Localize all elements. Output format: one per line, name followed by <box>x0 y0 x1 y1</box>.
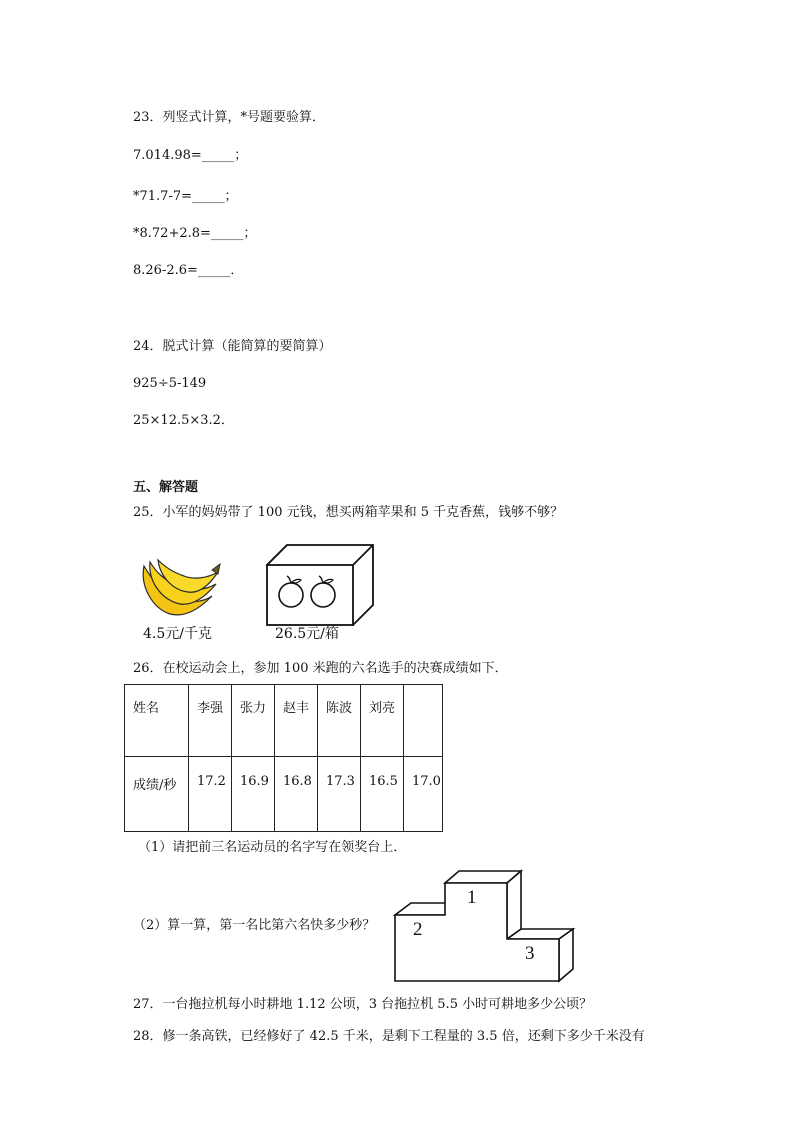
apple-box-icon <box>265 543 375 627</box>
table-cell: 16.5 <box>361 757 404 832</box>
table-cell: 陈波 <box>318 685 361 757</box>
table-cell <box>404 685 443 757</box>
q28-text: 28．修一条高铁，已经修好了 42.5 千米，是剩下工程量的 3.5 倍，还剩下多少千米没有 <box>133 1029 645 1044</box>
q23-title: 23．列竖式计算，*号题要验算． <box>133 110 326 125</box>
q24-item-2: 25×12.5×3.2． <box>133 413 234 428</box>
podium-icon <box>393 869 579 983</box>
table-cell: 张力 <box>232 685 275 757</box>
q23-item-3: *8.72+2.8=_____； <box>133 226 257 241</box>
table-cell: 16.8 <box>275 757 318 832</box>
table-cell: 刘亮 <box>361 685 404 757</box>
banana-icon <box>138 556 222 618</box>
q23-item-4: 8.26-2.6=_____． <box>133 263 244 278</box>
banana-price: 4.5元/千克 <box>143 626 212 642</box>
q26-sub-2: （2）算一算，第一名比第六名快多少秒？ <box>133 918 376 933</box>
table-cell: 17.0 <box>404 757 443 832</box>
table-cell: 16.9 <box>232 757 275 832</box>
table-row-names <box>125 685 443 757</box>
q26-text: 26．在校运动会上，参加 100 米跑的六名选手的决赛成绩如下． <box>133 661 508 676</box>
q24-item-1: 925÷5-149 <box>133 376 207 391</box>
q27-text: 27．一台拖拉机每小时耕地 1.12 公顷，3 台拖拉机 5.5 小时可耕地多少公顷？ <box>133 997 593 1012</box>
table-cell: 成绩/秒 <box>125 757 189 832</box>
table-cell: 17.2 <box>189 757 232 832</box>
podium-label-1: 1 <box>467 887 477 908</box>
q23-item-2: *71.7-7=_____； <box>133 189 238 204</box>
q25-text: 25．小军的妈妈带了 100 元钱，想买两箱苹果和 5 千克香蕉，钱够不够？ <box>133 505 564 520</box>
apple-price: 26.5元/箱 <box>275 626 339 642</box>
podium-label-2: 2 <box>413 919 423 940</box>
results-table <box>124 684 443 832</box>
table-cell: 李强 <box>189 685 232 757</box>
q24-title: 24．脱式计算（能简算的要简算） <box>133 339 332 354</box>
table-cell: 赵丰 <box>275 685 318 757</box>
table-cell: 姓名 <box>125 685 189 757</box>
section-5-title: 五、解答题 <box>133 480 199 495</box>
podium-label-3: 3 <box>525 943 535 964</box>
table-cell: 17.3 <box>318 757 361 832</box>
q23-item-1: 7.014.98=_____； <box>133 148 248 163</box>
q26-sub-1: （1）请把前三名运动员的名字写在领奖台上． <box>138 840 407 855</box>
table-row-scores <box>125 757 443 832</box>
